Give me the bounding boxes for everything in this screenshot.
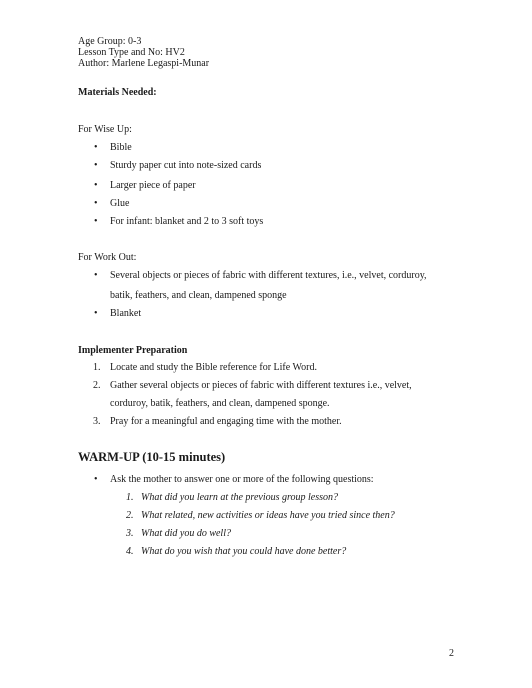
list-number: 2. (93, 380, 101, 391)
page-number: 2 (449, 648, 454, 659)
list-item: Pray for a meaningful and engaging time with the mother. (110, 416, 342, 427)
list-item: • Larger piece of paper (110, 180, 196, 192)
lesson-type: Lesson Type and No: HV2 (78, 47, 185, 58)
age-group: Age Group: 0-3 (78, 36, 142, 47)
list-item: • Blanket (110, 308, 141, 320)
list-number: 3. (126, 528, 134, 539)
list-item-continuation: corduroy, batik, feathers, and clean, dampened sponge. (110, 398, 330, 409)
list-number: 1. (93, 362, 101, 373)
list-number: 1. (126, 492, 134, 503)
list-number: 4. (126, 546, 134, 557)
list-item: • Glue (110, 198, 129, 210)
wise-up-label: For Wise Up: (78, 124, 132, 135)
list-item-continuation: batik, feathers, and clean, dampened sponge (110, 290, 287, 301)
list-item: • Bible (110, 142, 132, 154)
question-item: What related, new activities or ideas have you tried since then? (141, 510, 395, 521)
list-item: • Several objects or pieces of fabric with different textures, i.e., velvet, corduroy, (110, 270, 427, 282)
materials-heading: Materials Needed: (78, 87, 157, 98)
work-out-label: For Work Out: (78, 252, 137, 263)
prep-heading: Implementer Preparation (78, 345, 188, 356)
list-item: • For infant: blanket and 2 to 3 soft toys (110, 216, 263, 228)
list-item: Locate and study the Bible reference for Life Word. (110, 362, 317, 373)
list-item: • Sturdy paper cut into note-sized cards (110, 160, 261, 172)
list-number: 2. (126, 510, 134, 521)
list-item: Gather several objects or pieces of fabric with different textures i.e., velvet, (110, 380, 412, 391)
list-item: • Ask the mother to answer one or more of the following questions: (110, 474, 374, 486)
question-item: What did you learn at the previous group lesson? (141, 492, 339, 503)
list-number: 3. (93, 416, 101, 427)
question-item: What do you wish that you could have done better? (141, 546, 347, 557)
question-item: What did you do well? (141, 528, 231, 539)
warmup-heading: WARM-UP (10-15 minutes) (78, 450, 226, 464)
author: Author: Marlene Legaspi-Munar (78, 58, 210, 69)
